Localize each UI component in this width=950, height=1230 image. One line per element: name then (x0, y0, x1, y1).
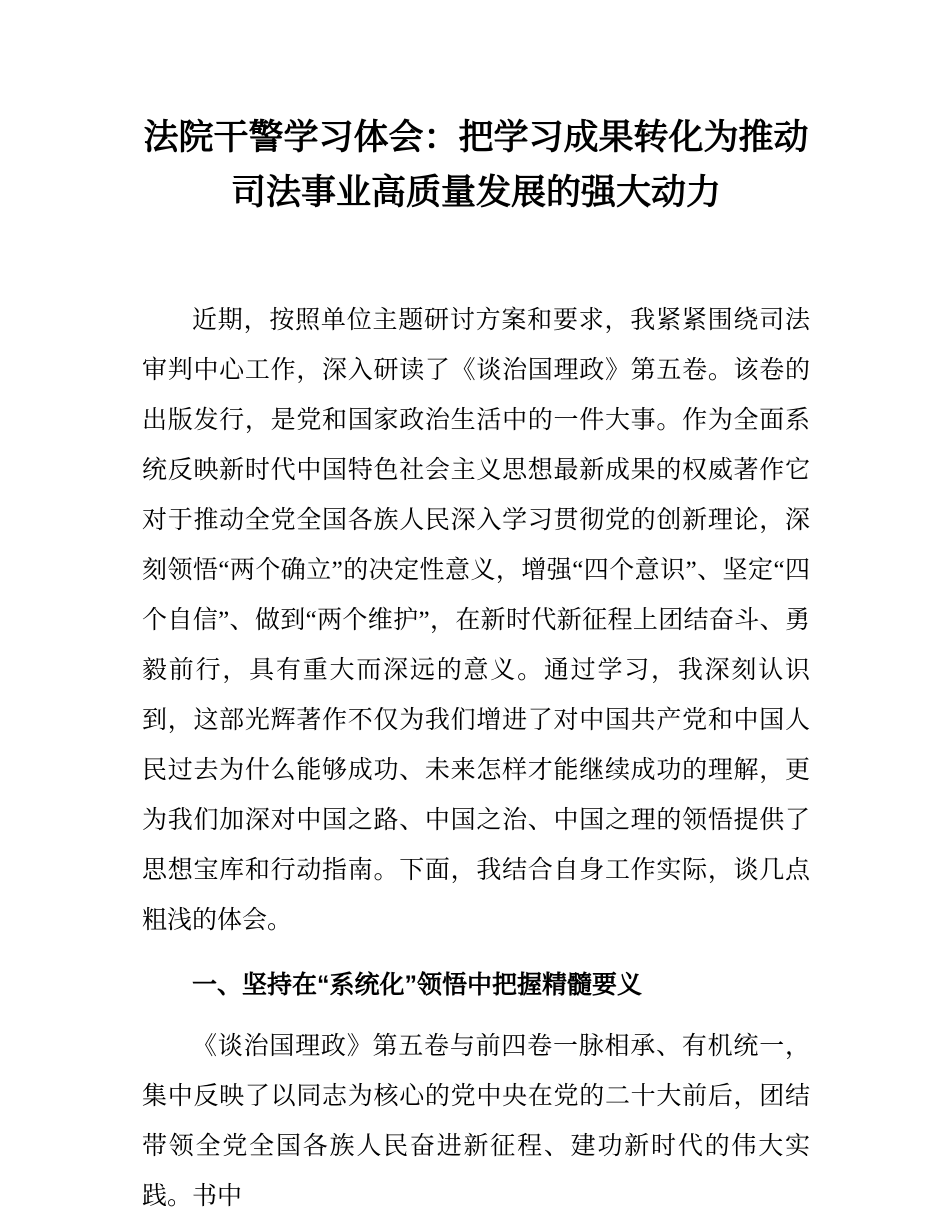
section-1-heading: 一、坚持在“系统化”领悟中把握精髓要义 (192, 971, 643, 999)
document-title-line-1: 法院干警学习体会：把学习成果转化为推动 (143, 118, 809, 157)
document-title (142, 110, 810, 220)
intro-paragraph: 近期，按照单位主题研讨方案和要求，我紧紧围绕司法审判中心工作，深入研读了《谈治国理政》第五卷。该卷的出版发行，是党和国家政治生活中的一件大事。作为全面系统反映新时代中国特色社会主义思想最新成果的权威著作它对于推动全党全国各族人民深入学习贯彻党的创新理论，深刻领悟“两个确立”的决定性意义，增强“四个意识”、坚定“四个自信”、做到“两个维护”，在新时代新征程上团结奋斗、勇毅前行，具有重大而深远的意义。通过学习，我深刻认识到，这部光辉著作不仅为我们增进了对中国共产党和中国人民过去为什么能够成功、未来怎样才能继续成功的理解，更为我们加深对中国之路、中国之治、中国之理的领悟提供了思想宝库和行动指南。下面，我结合自身工作实际，谈几点粗浅的体会。 (142, 307, 810, 934)
document-title-line-2: 司法事业高质量发展的强大动力 (230, 173, 721, 212)
section-1-paragraph: 《谈治国理政》第五卷与前四卷一脉相承、有机统一，集中反映了以同志为核心的党中央在党的二十大前后，团结带领全党全国各族人民奋进新征程、建功新时代的伟大实践。书中 (142, 1033, 810, 1210)
